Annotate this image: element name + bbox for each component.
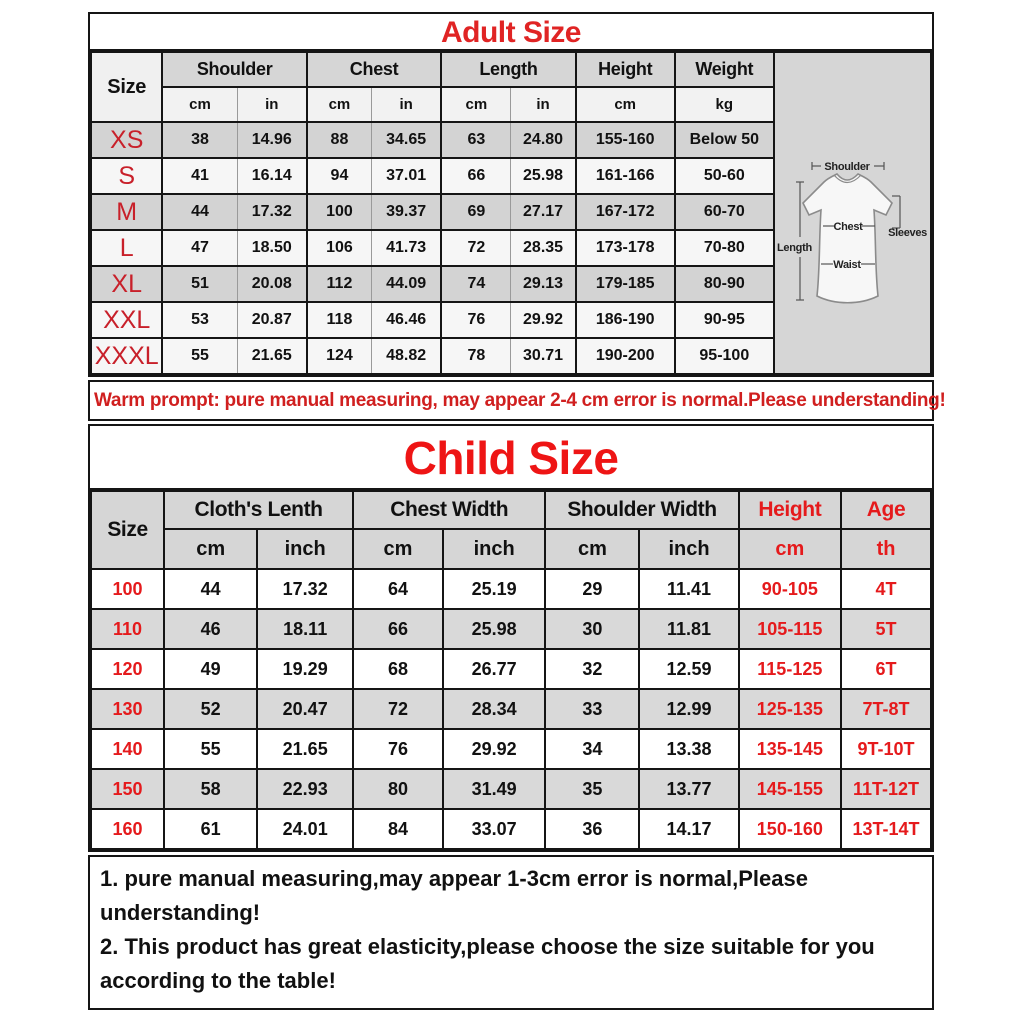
child-cell: 30	[545, 609, 639, 649]
adult-cell: 48.82	[372, 338, 442, 374]
tshirt-outline	[803, 174, 892, 303]
child-cell: 29	[545, 569, 639, 609]
adult-length-in-unit: in	[511, 87, 576, 122]
adult-row-size-label: XXXL	[91, 338, 162, 374]
adult-cell: 78	[441, 338, 511, 374]
child-cell: 4T	[841, 569, 931, 609]
adult-cell: 25.98	[511, 158, 576, 194]
child-row-size-label: 160	[91, 809, 164, 849]
child-cell: 64	[353, 569, 443, 609]
adult-cell: 18.50	[237, 230, 307, 266]
child-height-header: Height	[739, 491, 841, 529]
size-chart-content	[88, 12, 946, 1013]
child-cell: 135-145	[739, 729, 841, 769]
child-cell: 46	[164, 609, 257, 649]
adult-cell: 29.13	[511, 266, 576, 302]
child-cell: 125-135	[739, 689, 841, 729]
adult-cell: 90-95	[675, 302, 774, 338]
adult-cell: 51	[162, 266, 237, 302]
note-1: 1. pure manual measuring,may appear 1-3cm error is normal,Please understanding!	[100, 866, 808, 925]
child-cell: 90-105	[739, 569, 841, 609]
adult-cell: 80-90	[675, 266, 774, 302]
child-cell: 33.07	[443, 809, 545, 849]
child-cell: 32	[545, 649, 639, 689]
child-cell: 20.47	[257, 689, 353, 729]
adult-cell: 39.37	[372, 194, 442, 230]
child-cell: 29.92	[443, 729, 545, 769]
adult-cell: 38	[162, 122, 237, 158]
adult-cell: 179-185	[576, 266, 675, 302]
child-cell: 7T-8T	[841, 689, 931, 729]
child-row	[91, 769, 931, 809]
child-cell: 68	[353, 649, 443, 689]
adult-cell: 41.73	[372, 230, 442, 266]
adult-cell: 173-178	[576, 230, 675, 266]
child-cell: 28.34	[443, 689, 545, 729]
child-row	[91, 689, 931, 729]
child-cell: 31.49	[443, 769, 545, 809]
child-cell: 13.38	[639, 729, 738, 769]
adult-row-size-label: S	[91, 158, 162, 194]
child-row-size-label: 120	[91, 649, 164, 689]
adult-cell: 30.71	[511, 338, 576, 374]
child-cell: 145-155	[739, 769, 841, 809]
adult-weight-header: Weight	[675, 52, 774, 87]
adult-cell: 21.65	[237, 338, 307, 374]
child-chest-inch-unit: inch	[443, 529, 545, 569]
adult-cell: 37.01	[372, 158, 442, 194]
adult-cell: 63	[441, 122, 511, 158]
child-chest-cm-unit: cm	[353, 529, 443, 569]
child-size-column-header: Size	[91, 491, 164, 569]
child-cell: 33	[545, 689, 639, 729]
child-cell: 12.59	[639, 649, 738, 689]
child-cell: 115-125	[739, 649, 841, 689]
adult-cell: 50-60	[675, 158, 774, 194]
child-cell: 11.81	[639, 609, 738, 649]
length-label: Length	[776, 242, 812, 254]
child-cell: 11.41	[639, 569, 738, 609]
child-row	[91, 809, 931, 849]
adult-cell: 60-70	[675, 194, 774, 230]
warm-prompt-note: Warm prompt: pure manual measuring, may appear 2-4 cm error is normal.Please understanding!	[88, 380, 934, 421]
child-row	[91, 649, 931, 689]
adult-cell: 44	[162, 194, 237, 230]
child-cell: 9T-10T	[841, 729, 931, 769]
child-cell: 80	[353, 769, 443, 809]
child-cell: 61	[164, 809, 257, 849]
adult-cell: 53	[162, 302, 237, 338]
child-cell: 44	[164, 569, 257, 609]
child-row-size-label: 150	[91, 769, 164, 809]
child-cell: 5T	[841, 609, 931, 649]
adult-cell: 28.35	[511, 230, 576, 266]
adult-weight-kg-unit: kg	[675, 87, 774, 122]
adult-cell: 55	[162, 338, 237, 374]
child-cell: 52	[164, 689, 257, 729]
adult-cell: 155-160	[576, 122, 675, 158]
child-cell: 49	[164, 649, 257, 689]
adult-cell: 46.46	[372, 302, 442, 338]
adult-cell: 94	[307, 158, 372, 194]
child-cell: 55	[164, 729, 257, 769]
adult-chest-header: Chest	[307, 52, 441, 87]
waist-label: Waist	[833, 259, 861, 271]
adult-cell: 69	[441, 194, 511, 230]
adult-cell: 100	[307, 194, 372, 230]
adult-length-header: Length	[441, 52, 575, 87]
adult-size-section	[88, 12, 934, 377]
child-cell: 72	[353, 689, 443, 729]
child-cell: 25.98	[443, 609, 545, 649]
adult-row-size-label: XXL	[91, 302, 162, 338]
child-row	[91, 569, 931, 609]
adult-cell: 167-172	[576, 194, 675, 230]
adult-cell: 72	[441, 230, 511, 266]
child-cell: 105-115	[739, 609, 841, 649]
shoulder-label: Shoulder	[824, 161, 870, 173]
child-cell: 21.65	[257, 729, 353, 769]
child-cloth-length-header: Cloth's Lenth	[164, 491, 353, 529]
adult-cell: 161-166	[576, 158, 675, 194]
chest-label: Chest	[833, 221, 863, 233]
adult-cell: 20.08	[237, 266, 307, 302]
child-shoulder-cm-unit: cm	[545, 529, 639, 569]
adult-height-cm-unit: cm	[576, 87, 675, 122]
adult-cell: 47	[162, 230, 237, 266]
length-measure-line	[796, 182, 804, 300]
adult-cell: Below 50	[675, 122, 774, 158]
adult-cell: 88	[307, 122, 372, 158]
child-cell: 76	[353, 729, 443, 769]
child-size-table	[90, 490, 932, 850]
adult-cell: 70-80	[675, 230, 774, 266]
child-cell: 11T-12T	[841, 769, 931, 809]
adult-cell: 44.09	[372, 266, 442, 302]
child-cell: 13.77	[639, 769, 738, 809]
child-cell: 36	[545, 809, 639, 849]
adult-row-size-label: XS	[91, 122, 162, 158]
child-row-size-label: 100	[91, 569, 164, 609]
adult-row-size-label: M	[91, 194, 162, 230]
child-cell: 19.29	[257, 649, 353, 689]
child-cell: 84	[353, 809, 443, 849]
adult-cell: 29.92	[511, 302, 576, 338]
child-age-header: Age	[841, 491, 931, 529]
child-cell: 18.11	[257, 609, 353, 649]
child-units-row	[91, 529, 931, 569]
bottom-notes	[88, 855, 934, 1010]
child-cell: 25.19	[443, 569, 545, 609]
child-height-cm-unit: cm	[739, 529, 841, 569]
child-age-th-unit: th	[841, 529, 931, 569]
adult-size-title: Adult Size	[90, 14, 932, 51]
adult-height-header: Height	[576, 52, 675, 87]
adult-chest-in-unit: in	[372, 87, 442, 122]
child-size-title: Child Size	[90, 426, 932, 490]
adult-size-column-header: Size	[91, 52, 162, 122]
child-chest-width-header: Chest Width	[353, 491, 545, 529]
adult-shoulder-header: Shoulder	[162, 52, 306, 87]
adult-shoulder-in-unit: in	[237, 87, 307, 122]
sleeves-measure-line	[892, 196, 900, 228]
tshirt-measurement-diagram	[774, 52, 931, 374]
adult-cell: 34.65	[372, 122, 442, 158]
adult-header-row	[91, 52, 931, 87]
adult-cell: 20.87	[237, 302, 307, 338]
child-cell: 26.77	[443, 649, 545, 689]
child-row-size-label: 140	[91, 729, 164, 769]
note-2: 2. This product has great elasticity,please choose the size suitable for you according to the table!	[100, 934, 875, 993]
adult-cell: 190-200	[576, 338, 675, 374]
child-cell: 17.32	[257, 569, 353, 609]
adult-cell: 17.32	[237, 194, 307, 230]
adult-cell: 74	[441, 266, 511, 302]
child-cell: 12.99	[639, 689, 738, 729]
child-cell: 6T	[841, 649, 931, 689]
adult-row-size-label: XL	[91, 266, 162, 302]
adult-chest-cm-unit: cm	[307, 87, 372, 122]
child-cell: 14.17	[639, 809, 738, 849]
child-cell: 66	[353, 609, 443, 649]
adult-shoulder-cm-unit: cm	[162, 87, 237, 122]
child-row-size-label: 110	[91, 609, 164, 649]
child-cell: 24.01	[257, 809, 353, 849]
adult-row-size-label: L	[91, 230, 162, 266]
adult-cell: 66	[441, 158, 511, 194]
child-row	[91, 729, 931, 769]
child-header-row	[91, 491, 931, 529]
child-cell: 22.93	[257, 769, 353, 809]
adult-cell: 14.96	[237, 122, 307, 158]
adult-cell: 118	[307, 302, 372, 338]
adult-cell: 95-100	[675, 338, 774, 374]
adult-cell: 27.17	[511, 194, 576, 230]
child-size-section	[88, 424, 934, 852]
adult-cell: 76	[441, 302, 511, 338]
child-row	[91, 609, 931, 649]
adult-cell: 41	[162, 158, 237, 194]
adult-length-cm-unit: cm	[441, 87, 511, 122]
adult-cell: 24.80	[511, 122, 576, 158]
sleeves-label: Sleeves	[888, 227, 927, 239]
child-cell: 58	[164, 769, 257, 809]
child-row-size-label: 130	[91, 689, 164, 729]
adult-cell: 186-190	[576, 302, 675, 338]
adult-cell: 124	[307, 338, 372, 374]
child-shoulder-inch-unit: inch	[639, 529, 738, 569]
tshirt-diagram-svg	[776, 54, 929, 372]
child-cloth-inch-unit: inch	[257, 529, 353, 569]
child-cell: 35	[545, 769, 639, 809]
child-cell: 34	[545, 729, 639, 769]
child-shoulder-width-header: Shoulder Width	[545, 491, 738, 529]
child-cell: 13T-14T	[841, 809, 931, 849]
child-cloth-cm-unit: cm	[164, 529, 257, 569]
adult-cell: 16.14	[237, 158, 307, 194]
adult-cell: 112	[307, 266, 372, 302]
adult-cell: 106	[307, 230, 372, 266]
child-cell: 150-160	[739, 809, 841, 849]
adult-size-table	[90, 51, 932, 375]
